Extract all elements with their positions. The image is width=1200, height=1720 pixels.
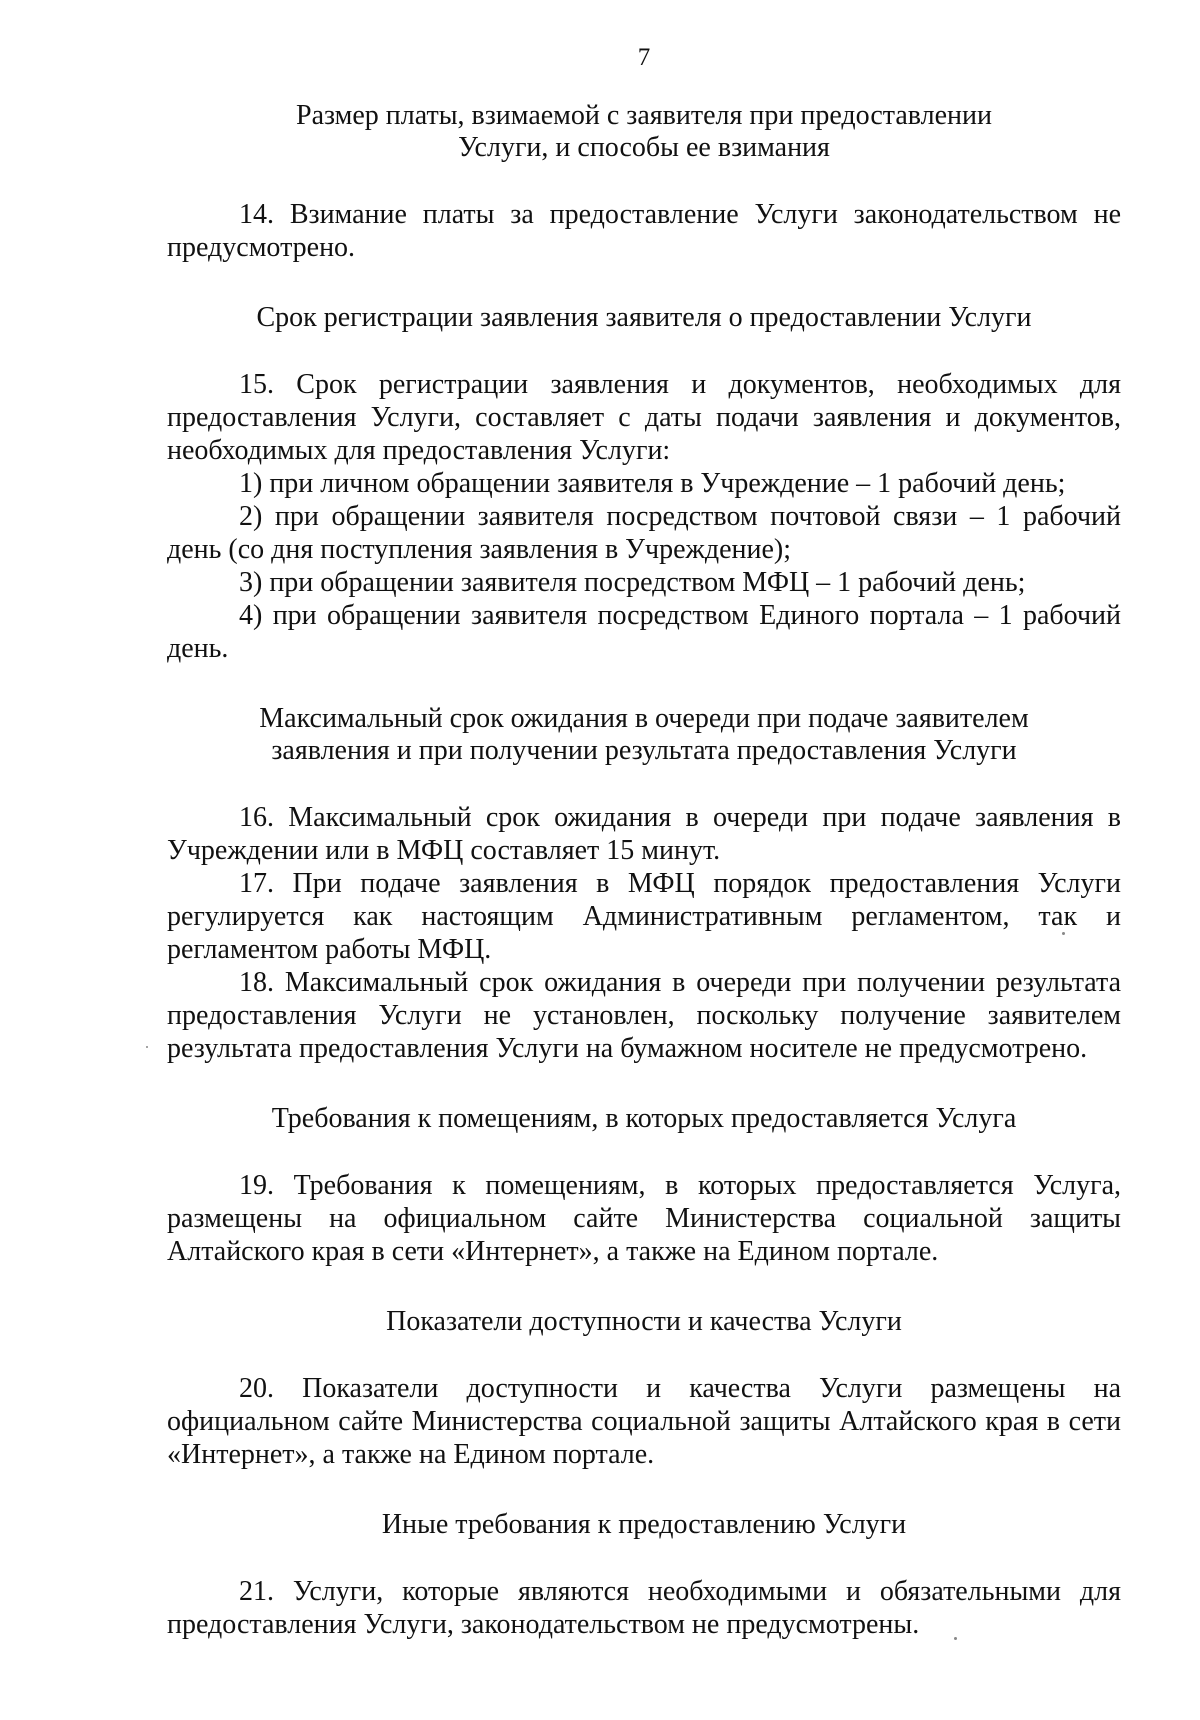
- section-heading: Срок регистрации заявления заявителя о предоставлении Услуги: [256, 302, 1032, 333]
- paragraph-21: 21. Услуги, которые являются необходимыми и обязательными для предоставления Услуги, законодательством не предусмотрены.: [167, 1576, 1121, 1640]
- section-heading: Иные требования к предоставлению Услуги: [381, 1509, 907, 1540]
- paragraph-15: 15. Срок регистрации заявления и документов, необходимых для предоставления Услуги, составляет с даты подачи заявления и документов, необходимых для предоставления Услуги:: [167, 369, 1121, 466]
- section-quality-indicators: [167, 1306, 1121, 1471]
- paragraph-17: 17. При подаче заявления в МФЦ порядок предоставления Услуги регулируется как настоящим Административным регламентом, так и регламентом работы МФЦ.: [167, 868, 1121, 965]
- section-waiting-time: [167, 703, 1121, 1065]
- scan-speck: [954, 1637, 957, 1640]
- scan-speck: [146, 1046, 148, 1048]
- page-number: 7: [637, 44, 651, 71]
- paragraph-18: 18. Максимальный срок ожидания в очереди при получении результата предоставления Услуги не установлен, поскольку получение заявителем результата предоставления Услуги на бумажном носителе не предусмотрено.: [167, 967, 1121, 1064]
- list-item: 1) при личном обращении заявителя в Учреждение – 1 рабочий день;: [239, 468, 1066, 499]
- section-heading: Требования к помещениям, в которых предоставляется Услуга: [271, 1103, 1017, 1134]
- paragraph-20: 20. Показатели доступности и качества Услуги размещены на официальном сайте Министерства социальной защиты Алтайского края в сети «Интернет», а также на Едином портале.: [167, 1373, 1121, 1470]
- document-content: [167, 40, 1121, 1641]
- section-heading: Услуги, и способы ее взимания: [458, 132, 830, 163]
- list-item: 4) при обращении заявителя посредством Единого портала – 1 рабочий день.: [167, 600, 1121, 664]
- section-heading: Максимальный срок ожидания в очереди при подаче заявителем: [259, 703, 1029, 734]
- section-heading: Размер платы, взимаемой с заявителя при предоставлении: [296, 100, 992, 131]
- section-registration-term: [167, 302, 1121, 665]
- list-item: 3) при обращении заявителя посредством МФЦ – 1 рабочий день;: [239, 567, 1026, 598]
- paragraph-19: 19. Требования к помещениям, в которых предоставляется Услуга, размещены на официальном сайте Министерства социальной защиты Алтайского края в сети «Интернет», а также на Едином портале.: [167, 1170, 1121, 1267]
- paragraph-16: 16. Максимальный срок ожидания в очереди при подаче заявления в Учреждении или в МФЦ составляет 15 минут.: [167, 802, 1121, 866]
- section-heading: Показатели доступности и качества Услуги: [386, 1306, 902, 1337]
- scan-speck: [1062, 932, 1065, 935]
- section-premises: [167, 1103, 1121, 1268]
- section-other-requirements: [167, 1509, 1121, 1641]
- section-heading: заявления и при получении результата предоставления Услуги: [271, 735, 1017, 766]
- list-item: 2) при обращении заявителя посредством почтовой связи – 1 рабочий день (со дня поступления заявления в Учреждение);: [167, 501, 1121, 565]
- paragraph-14: 14. Взимание платы за предоставление Услуги законодательством не предусмотрено.: [167, 199, 1121, 263]
- section-payment: [167, 100, 1121, 264]
